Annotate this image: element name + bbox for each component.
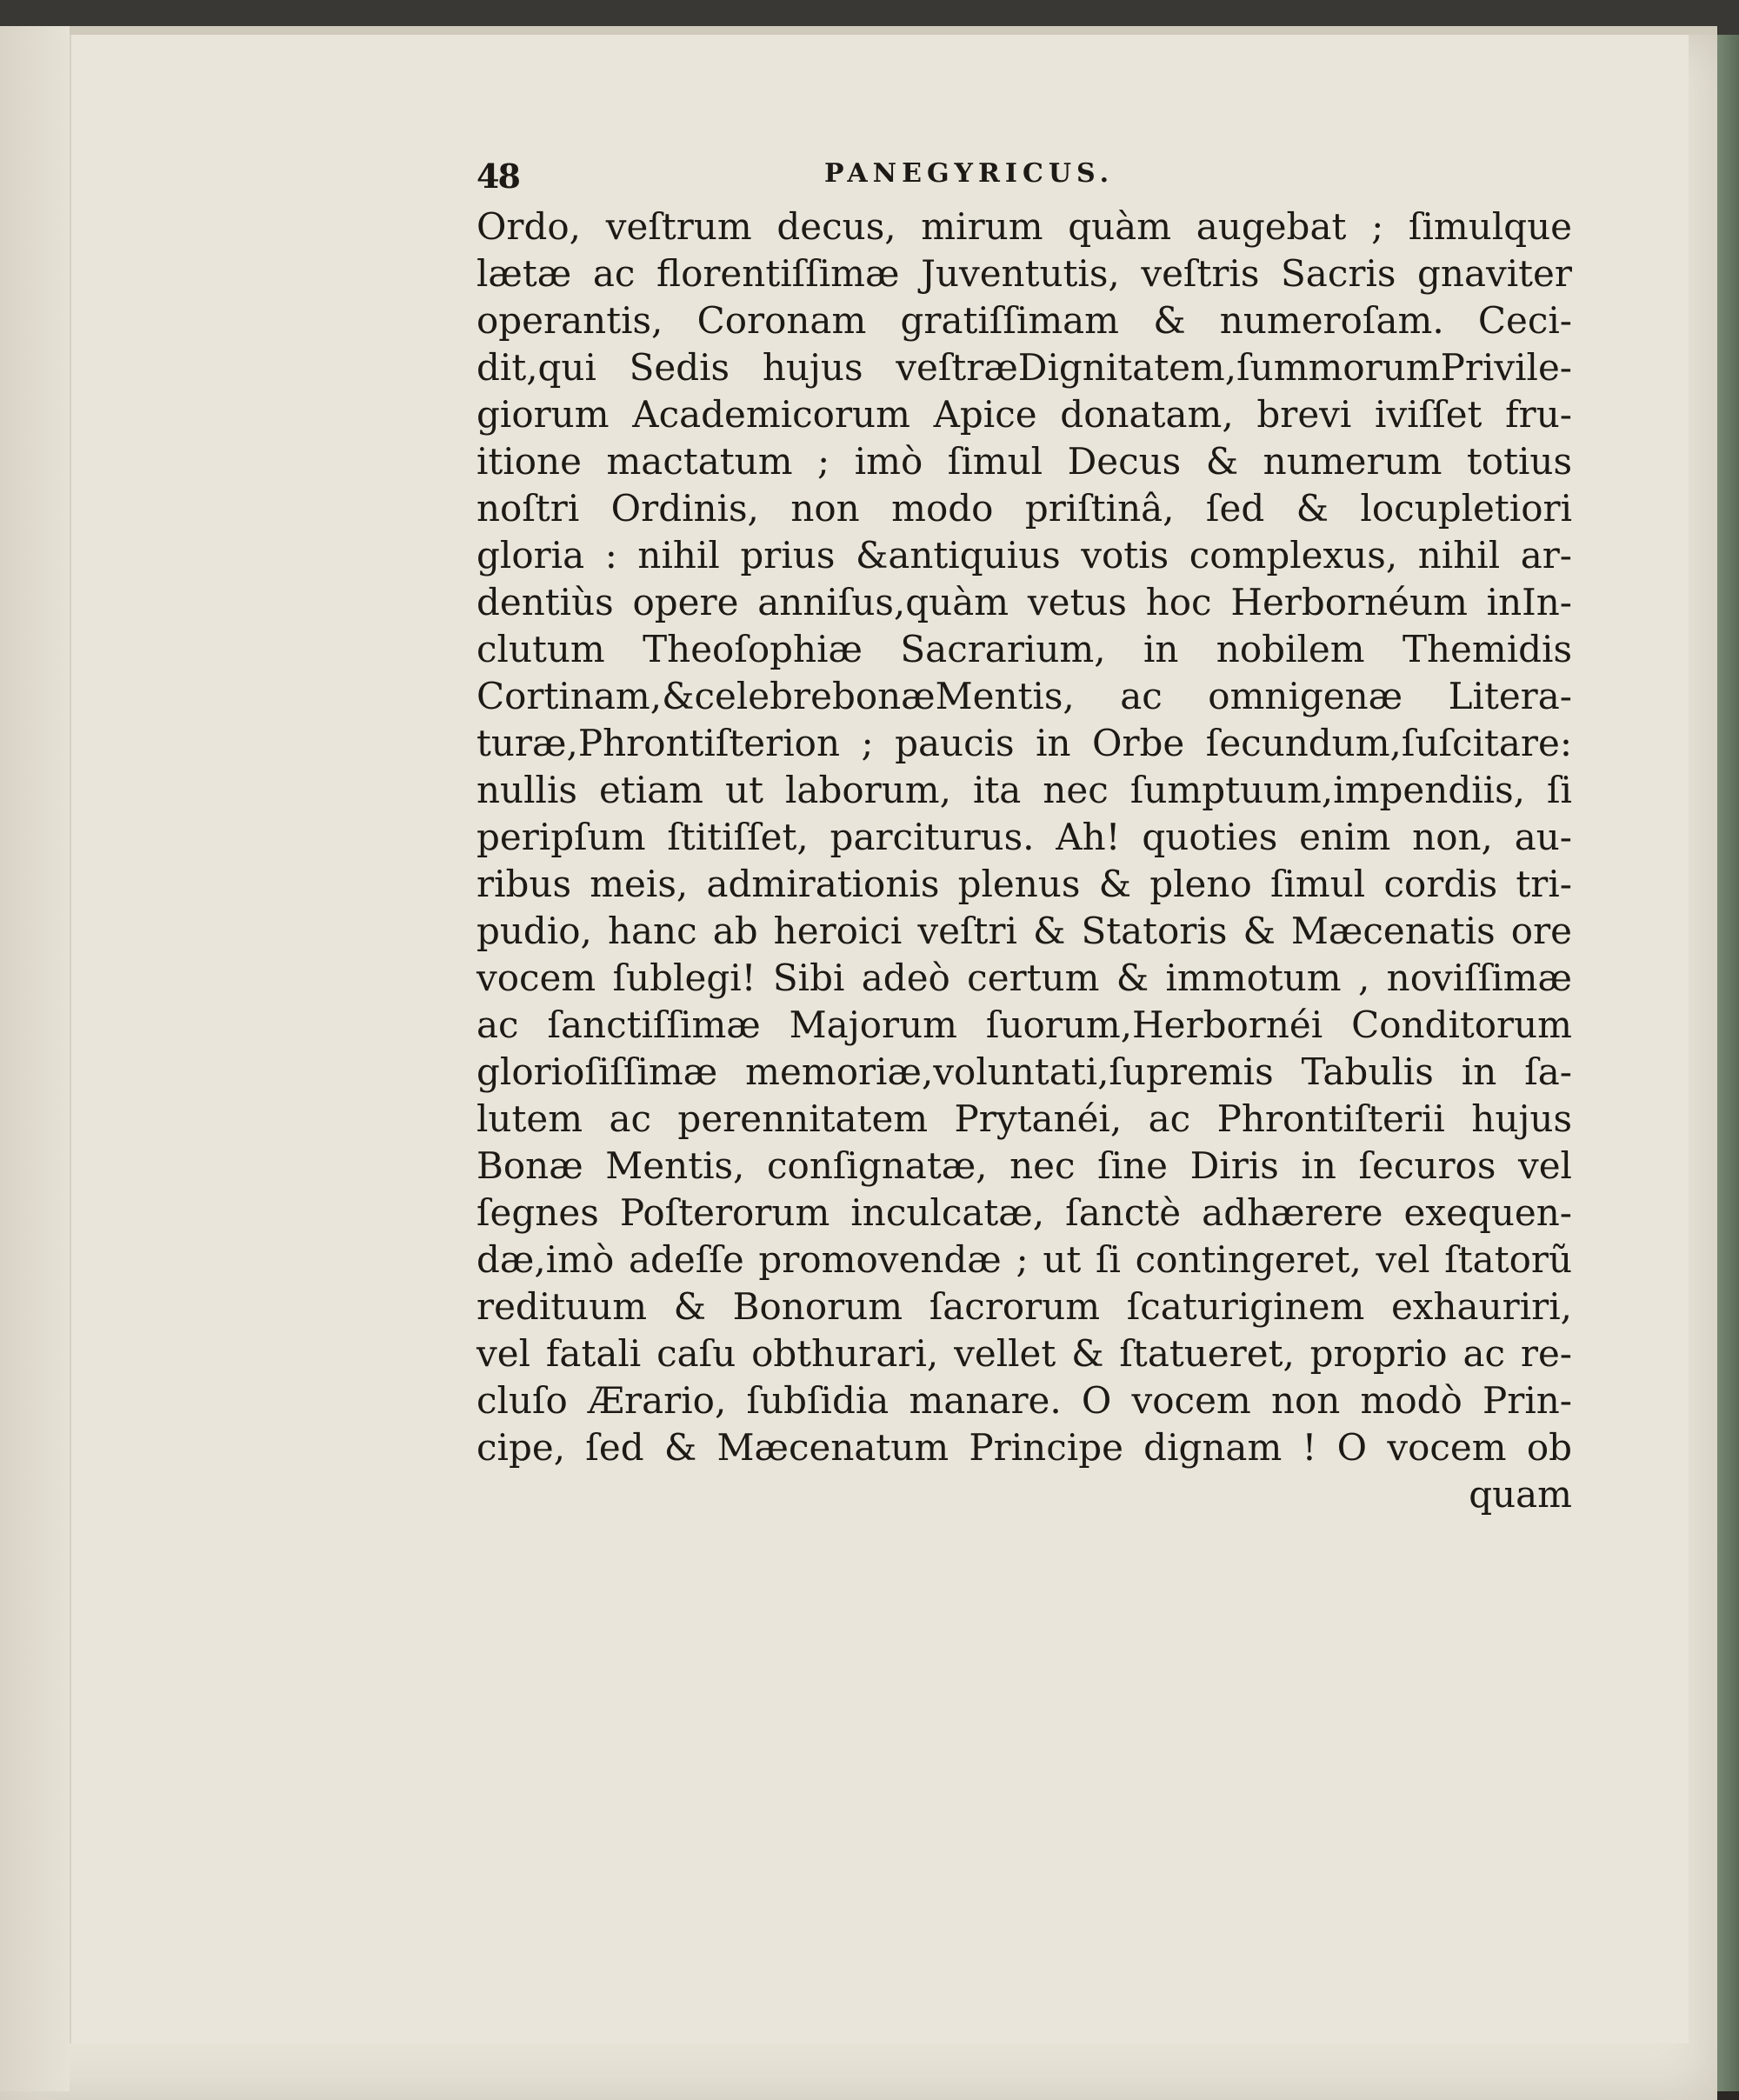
text-line: nullis etiam ut laborum, ita nec ſumptuum,impendiis, ſi <box>476 769 1572 811</box>
text-line: vel fatali caſu obthurari, vellet & ſtatueret, proprio ac re- <box>476 1332 1572 1375</box>
text-line: ribus meis, admirationis plenus & pleno ſimul cordis tri- <box>476 863 1572 905</box>
text-block <box>476 150 1572 1518</box>
text-line: cipe, ſed & Mæcenatum Principe dignam ! O vocem ob <box>476 1426 1572 1469</box>
page-header <box>476 150 1572 203</box>
text-line: Cortinam,&celebrebonæMentis, ac omnigenæ Litera- <box>476 675 1572 717</box>
text-line: dæ,imò adeſſe promovendæ ; ut ſi contingeret, vel ſtatorũ <box>476 1238 1572 1281</box>
text-line: lutem ac perennitatem Prytanéi, ac Phrontiſterii hujus <box>476 1097 1572 1140</box>
text-line: pudio, hanc ab heroici veſtri & Statoris & Mæcenatis ore <box>476 910 1572 952</box>
body-text <box>476 203 1572 1518</box>
text-line: gloria : nihil prius &antiquius votis complexus, nihil ar- <box>476 534 1572 577</box>
text-line: cluſo Ærario, ſubſidia manare. O vocem non modò Prin- <box>476 1379 1572 1422</box>
text-line: ſegnes Poſterorum inculcatæ, ſanctè adhærere exequen- <box>476 1191 1572 1234</box>
page-edge <box>0 26 70 2091</box>
catchword: quam <box>1469 1473 1572 1516</box>
text-line: clutum Theoſophiæ Sacrarium, in nobilem Themidis <box>476 628 1572 670</box>
text-line: peripſum ſtitiſſet, parciturus. Ah! quoties enim non, au- <box>476 816 1572 858</box>
text-line: turæ,Phrontiſterion ; paucis in Orbe ſecundum,ſuſcitare: <box>476 722 1572 764</box>
text-line: dentiùs opere anniſus,quàm vetus hoc Herbornéum inIn- <box>476 581 1572 623</box>
text-line: noſtri Ordinis, non modo priſtinâ, ſed & locupletiori <box>476 487 1572 530</box>
text-line: lætæ ac florentiſſimæ Juventutis, veſtris Sacris gnaviter <box>476 252 1572 295</box>
page-number: 48 <box>476 157 519 196</box>
text-line: Ordo, veſtrum decus, mirum quàm augebat ; ſimulque <box>476 205 1572 248</box>
running-title: PANEGYRICUS. <box>824 158 1115 189</box>
text-line: dit,qui Sedis hujus veſtræDignitatem,ſummorumPrivile- <box>476 346 1572 389</box>
text-line: giorum Academicorum Apice donatam, brevi iviſſet fru- <box>476 393 1572 436</box>
text-line: operantis, Coronam gratiſſimam & numeroſam. Ceci- <box>476 299 1572 342</box>
text-line: ac ſanctiſſimæ Majorum ſuorum,Herbornéi Conditorum <box>476 1003 1572 1046</box>
text-line: itione mactatum ; imò ſimul Decus & numerum totius <box>476 440 1572 483</box>
text-line: Bonæ Mentis, conſignatæ, nec ſine Diris in ſecuros vel <box>476 1144 1572 1187</box>
text-line: glorioſiſſimæ memoriæ,voluntati,ſupremis Tabulis in ſa- <box>476 1050 1572 1093</box>
text-line: vocem ſublegi! Sibi adeò certum & immotum , noviſſimæ <box>476 957 1572 999</box>
text-line: redituum & Bonorum ſacrorum ſcaturiginem exhauriri, <box>476 1285 1572 1328</box>
